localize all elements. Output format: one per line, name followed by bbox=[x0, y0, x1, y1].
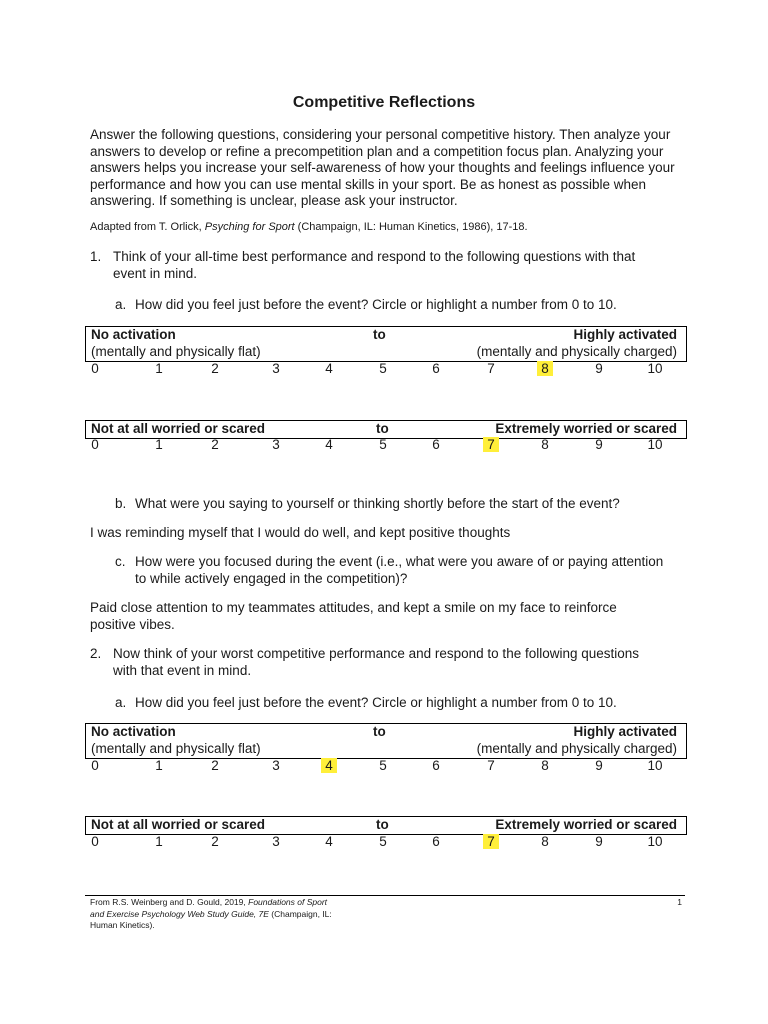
scale-left-label: Not at all worried or scared bbox=[91, 421, 266, 436]
q1c-line2: to while actively engaged in the competition)? bbox=[135, 570, 408, 586]
scale-number-2[interactable]: 2 bbox=[211, 758, 219, 773]
footer-line1-prefix: From R.S. Weinberg and D. Gould, 2019, bbox=[90, 897, 249, 907]
citation-book: Psyching for Sport bbox=[204, 221, 295, 233]
scale-number-7[interactable]: 7 bbox=[487, 758, 495, 773]
q2-worry-numbers bbox=[85, 834, 685, 852]
scale-mid-label: to bbox=[376, 421, 389, 436]
footer-line1-italic: Foundations of Sport bbox=[248, 897, 328, 907]
scale-mid-label: to bbox=[373, 724, 386, 739]
q1-number: 1. bbox=[90, 249, 102, 264]
scale-mid-label: to bbox=[376, 817, 389, 832]
scale-right-sublabel: (mentally and physically charged) bbox=[476, 741, 677, 756]
footer-line3: Human Kinetics). bbox=[90, 920, 155, 930]
q2-text bbox=[113, 646, 693, 679]
scale-number-7-selected[interactable]: 7 bbox=[483, 834, 499, 849]
scale-left-label: Not at all worried or scared bbox=[91, 817, 266, 832]
scale-mid-label: to bbox=[373, 327, 386, 342]
scale-number-10[interactable]: 10 bbox=[647, 758, 663, 773]
page-title: Competitive Reflections bbox=[292, 94, 476, 111]
scale-number-6[interactable]: 6 bbox=[432, 437, 440, 452]
source-citation bbox=[90, 221, 690, 233]
scale-number-8[interactable]: 8 bbox=[541, 437, 549, 452]
q2a-label: a. bbox=[115, 695, 127, 710]
scale-number-3[interactable]: 3 bbox=[272, 834, 280, 849]
scale-left-label: No activation bbox=[91, 724, 176, 739]
q1c-answer-line2: positive vibes. bbox=[90, 616, 175, 632]
intro-paragraph: Answer the following questions, considering your personal competitive history. Then analyze your answers to develop or refine a precompetition plan and a competition focus plan. Analyzing your answers helps you increase your self-awareness of how your thoughts and feelings influence your performance and how you can use mental skills in your sport. Be as honest as possible when answering. If something is unclear, please ask your instructor. bbox=[90, 127, 675, 209]
scale-number-6[interactable]: 6 bbox=[432, 361, 440, 376]
q1b-answer: I was reminding myself that I would do well, and kept positive thoughts bbox=[90, 525, 511, 540]
scale-number-7[interactable]: 7 bbox=[487, 361, 495, 376]
scale-number-9[interactable]: 9 bbox=[595, 834, 603, 849]
scale-right-sublabel: (mentally and physically charged) bbox=[476, 344, 677, 359]
footer-line2-suffix: (Champaign, IL: bbox=[268, 908, 332, 919]
scale-number-5[interactable]: 5 bbox=[379, 361, 387, 376]
scale-left-sublabel: (mentally and physically flat) bbox=[91, 344, 261, 359]
scale-number-9[interactable]: 9 bbox=[595, 437, 603, 452]
scale-number-1[interactable]: 1 bbox=[155, 758, 163, 773]
scale-sub-row bbox=[86, 741, 686, 758]
q1-line2: event in mind. bbox=[113, 265, 198, 281]
scale-number-8[interactable]: 8 bbox=[541, 758, 549, 773]
scale-right-label: Highly activated bbox=[573, 724, 677, 739]
footer-line2-italic: and Exercise Psychology Web Study Guide, 7E bbox=[90, 908, 269, 919]
q1c-line1: How were you focused during the event (i.e., what were you aware of or paying attention bbox=[135, 554, 664, 569]
scale-number-4-selected[interactable]: 4 bbox=[321, 758, 337, 773]
q1a-label: a. bbox=[115, 297, 127, 312]
scale-sub-row bbox=[86, 344, 686, 361]
scale-number-10[interactable]: 10 bbox=[647, 361, 663, 376]
scale-number-8[interactable]: 8 bbox=[541, 834, 549, 849]
scale-number-2[interactable]: 2 bbox=[211, 834, 219, 849]
scale-number-6[interactable]: 6 bbox=[432, 758, 440, 773]
q2-line2: with that event in mind. bbox=[113, 662, 252, 678]
footer-line1 bbox=[90, 897, 410, 909]
scale-header-row bbox=[86, 421, 686, 438]
q1-worry-numbers bbox=[85, 437, 685, 455]
scale-number-1[interactable]: 1 bbox=[155, 361, 163, 376]
q1c-answer bbox=[90, 600, 690, 633]
q1-text bbox=[113, 249, 693, 282]
scale-header-row bbox=[86, 724, 686, 741]
q1-activation-scale bbox=[85, 326, 687, 362]
scale-number-4[interactable]: 4 bbox=[325, 834, 333, 849]
scale-left-sublabel: (mentally and physically flat) bbox=[91, 741, 261, 756]
scale-number-3[interactable]: 3 bbox=[272, 361, 280, 376]
scale-number-5[interactable]: 5 bbox=[379, 758, 387, 773]
q1b-text: What were you saying to yourself or thinking shortly before the start of the event? bbox=[135, 496, 620, 511]
q1-line1: Think of your all-time best performance and respond to the following questions with that bbox=[113, 249, 636, 264]
scale-number-1[interactable]: 1 bbox=[155, 834, 163, 849]
q2-line1: Now think of your worst competitive performance and respond to the following questions bbox=[113, 646, 640, 661]
scale-header-row bbox=[86, 817, 686, 834]
scale-header-row bbox=[86, 327, 686, 344]
scale-left-label: No activation bbox=[91, 327, 176, 342]
footer-citation bbox=[90, 897, 410, 932]
scale-number-3[interactable]: 3 bbox=[272, 758, 280, 773]
scale-number-6[interactable]: 6 bbox=[432, 834, 440, 849]
scale-right-label: Extremely worried or scared bbox=[495, 421, 677, 436]
scale-number-0[interactable]: 0 bbox=[91, 834, 99, 849]
scale-number-2[interactable]: 2 bbox=[211, 437, 219, 452]
scale-number-3[interactable]: 3 bbox=[272, 437, 280, 452]
footer-line2 bbox=[90, 909, 410, 921]
scale-number-0[interactable]: 0 bbox=[91, 758, 99, 773]
q1a-text: How did you feel just before the event? Circle or highlight a number from 0 to 10. bbox=[135, 297, 617, 312]
scale-number-5[interactable]: 5 bbox=[379, 834, 387, 849]
scale-number-9[interactable]: 9 bbox=[595, 361, 603, 376]
scale-right-label: Highly activated bbox=[573, 327, 677, 342]
q2a-text: How did you feel just before the event? Circle or highlight a number from 0 to 10. bbox=[135, 695, 617, 710]
footer-divider bbox=[85, 895, 685, 896]
scale-number-7-selected[interactable]: 7 bbox=[483, 437, 499, 452]
q2-activation-numbers bbox=[85, 758, 685, 776]
q1-activation-numbers bbox=[85, 361, 685, 379]
scale-number-4[interactable]: 4 bbox=[325, 437, 333, 452]
citation-suffix: (Champaign, IL: Human Kinetics, 1986), 17-18. bbox=[294, 221, 528, 233]
q2-number: 2. bbox=[90, 646, 102, 661]
scale-right-label: Extremely worried or scared bbox=[495, 817, 677, 832]
scale-number-10[interactable]: 10 bbox=[647, 437, 663, 452]
scale-number-1[interactable]: 1 bbox=[155, 437, 163, 452]
citation-prefix: Adapted from T. Orlick, bbox=[90, 221, 205, 233]
scale-number-10[interactable]: 10 bbox=[647, 834, 663, 849]
q1c-text bbox=[135, 554, 695, 587]
scale-number-2[interactable]: 2 bbox=[211, 361, 219, 376]
page-number: 1 bbox=[677, 897, 682, 907]
q1c-label: c. bbox=[115, 554, 126, 569]
scale-number-8-selected[interactable]: 8 bbox=[537, 361, 553, 376]
scale-number-0[interactable]: 0 bbox=[91, 437, 99, 452]
scale-number-5[interactable]: 5 bbox=[379, 437, 387, 452]
q2-worry-scale bbox=[85, 816, 687, 835]
scale-number-9[interactable]: 9 bbox=[595, 758, 603, 773]
scale-number-0[interactable]: 0 bbox=[91, 361, 99, 376]
scale-number-4[interactable]: 4 bbox=[325, 361, 333, 376]
q2-activation-scale bbox=[85, 723, 687, 759]
q1b-label: b. bbox=[115, 496, 127, 511]
q1c-answer-line1: Paid close attention to my teammates attitudes, and kept a smile on my face to reinforce bbox=[90, 600, 617, 615]
